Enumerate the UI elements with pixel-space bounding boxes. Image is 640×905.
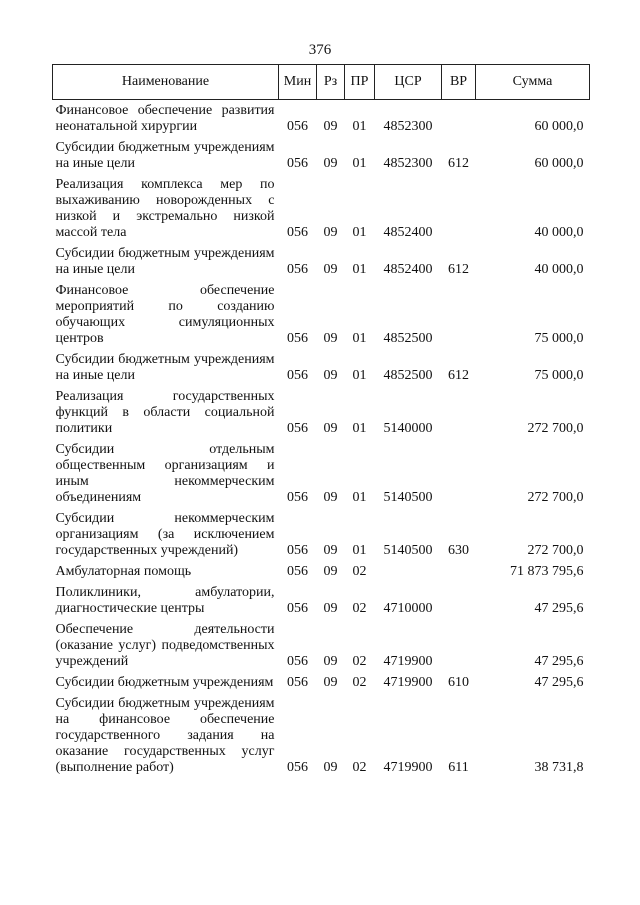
cell-min: 056	[287, 564, 308, 579]
cell-pr: 02	[352, 675, 367, 690]
cell-pr: 01	[352, 225, 367, 240]
cell-vr: 611	[448, 760, 469, 775]
cell-name: Субсидии бюджетным учреждениям на финансовое обеспечение государственного задания на оказание государственных услуг (выполнение работ)	[55, 696, 275, 775]
cell-csr: 4852400	[383, 262, 433, 277]
cell-sum: 40 000,0	[534, 262, 584, 277]
cell-vr	[442, 100, 476, 141]
cell-vr	[442, 389, 476, 442]
cell-sum: 60 000,0	[534, 156, 584, 171]
cell-csr: 4852300	[383, 119, 433, 134]
cell-name: Амбулаторная помощь	[55, 564, 192, 579]
cell-name: Субсидии бюджетным учреждениям	[55, 675, 274, 690]
cell-rz: 09	[323, 119, 338, 134]
cell-name: Субсидии отдельным общественным организациям и иным некоммерческим объединениям	[55, 442, 275, 505]
cell-name: Реализация государственных функций в области социальной политики	[55, 389, 275, 436]
cell-vr	[442, 622, 476, 675]
cell-pr: 01	[352, 331, 367, 346]
header-csr: ЦСР	[375, 65, 442, 100]
header-name: Наименование	[53, 65, 279, 100]
cell-pr: 01	[352, 421, 367, 436]
cell-rz: 09	[323, 421, 338, 436]
cell-pr: 01	[352, 368, 367, 383]
cell-csr: 5140500	[383, 490, 433, 505]
cell-pr: 02	[352, 654, 367, 669]
cell-pr: 02	[352, 564, 367, 579]
cell-min: 056	[287, 119, 308, 134]
cell-pr: 01	[352, 262, 367, 277]
cell-vr: 610	[448, 675, 469, 690]
cell-name: Субсидии бюджетным учреждениям на иные цели	[55, 352, 275, 383]
budget-table	[52, 64, 590, 781]
cell-csr: 4852400	[383, 225, 433, 240]
cell-sum: 60 000,0	[534, 119, 584, 134]
cell-min: 056	[287, 262, 308, 277]
table-row	[53, 511, 590, 564]
cell-csr: 5140500	[383, 543, 433, 558]
cell-sum: 71 873 795,6	[510, 564, 584, 579]
cell-name: Субсидии некоммерческим организациям (за исключением государственных учреждений)	[55, 511, 275, 558]
cell-min: 056	[287, 421, 308, 436]
cell-min: 056	[287, 225, 308, 240]
table-row	[53, 585, 590, 622]
header-vr: ВР	[442, 65, 476, 100]
cell-vr: 612	[448, 262, 469, 277]
cell-min: 056	[287, 654, 308, 669]
cell-vr: 630	[448, 543, 469, 558]
cell-sum: 40 000,0	[534, 225, 584, 240]
table-row	[53, 177, 590, 246]
cell-vr: 612	[448, 368, 469, 383]
cell-vr	[442, 442, 476, 511]
cell-rz: 09	[323, 490, 338, 505]
cell-name: Финансовое обеспечение развития неонатальной хирургии	[55, 103, 275, 134]
cell-name: Субсидии бюджетным учреждениям на иные цели	[55, 246, 275, 277]
cell-csr	[375, 564, 442, 585]
table-row	[53, 675, 590, 696]
table-row	[53, 442, 590, 511]
cell-pr: 01	[352, 156, 367, 171]
cell-pr: 01	[352, 490, 367, 505]
cell-vr	[442, 177, 476, 246]
cell-rz: 09	[323, 760, 338, 775]
cell-vr	[442, 283, 476, 352]
table-row	[53, 140, 590, 177]
table-row	[53, 246, 590, 283]
table-row	[53, 696, 590, 781]
cell-rz: 09	[323, 601, 338, 616]
cell-rz: 09	[323, 564, 338, 579]
cell-sum: 272 700,0	[527, 490, 584, 505]
cell-rz: 09	[323, 543, 338, 558]
header-min: Мин	[279, 65, 317, 100]
page-number: 376	[308, 42, 332, 58]
table-body	[53, 100, 590, 782]
cell-min: 056	[287, 760, 308, 775]
cell-rz: 09	[323, 368, 338, 383]
cell-pr: 02	[352, 601, 367, 616]
cell-csr: 4719900	[383, 675, 433, 690]
cell-sum: 272 700,0	[527, 543, 584, 558]
header-pr: ПР	[345, 65, 375, 100]
cell-sum: 38 731,8	[534, 760, 584, 775]
cell-csr: 5140000	[383, 421, 433, 436]
cell-rz: 09	[323, 156, 338, 171]
cell-name: Реализация комплекса мер по выхаживанию новорожденных с низкой и экстремально низкой массой тела	[55, 177, 275, 240]
cell-min: 056	[287, 331, 308, 346]
table-row	[53, 622, 590, 675]
cell-csr: 4719900	[383, 654, 433, 669]
table-row	[53, 389, 590, 442]
cell-sum: 75 000,0	[534, 331, 584, 346]
cell-min: 056	[287, 368, 308, 383]
cell-pr: 01	[352, 543, 367, 558]
cell-sum: 75 000,0	[534, 368, 584, 383]
cell-vr	[442, 585, 476, 622]
cell-sum: 47 295,6	[534, 675, 584, 690]
cell-rz: 09	[323, 331, 338, 346]
cell-csr: 4852300	[383, 156, 433, 171]
table-row	[53, 283, 590, 352]
cell-pr: 01	[352, 119, 367, 134]
cell-rz: 09	[323, 654, 338, 669]
cell-min: 056	[287, 543, 308, 558]
cell-sum: 272 700,0	[527, 421, 584, 436]
cell-vr	[442, 564, 476, 585]
cell-rz: 09	[323, 225, 338, 240]
cell-vr: 612	[448, 156, 469, 171]
table-row	[53, 352, 590, 389]
cell-rz: 09	[323, 675, 338, 690]
table-header-row	[53, 65, 590, 100]
cell-name: Обеспечение деятельности (оказание услуг) подведомственных учреждений	[55, 622, 275, 669]
cell-csr: 4710000	[383, 601, 433, 616]
cell-name: Субсидии бюджетным учреждениям на иные цели	[55, 140, 275, 171]
cell-sum: 47 295,6	[534, 654, 584, 669]
header-sum: Сумма	[476, 65, 590, 100]
cell-csr: 4852500	[383, 331, 433, 346]
cell-min: 056	[287, 601, 308, 616]
cell-pr: 02	[352, 760, 367, 775]
table-row	[53, 564, 590, 585]
cell-name: Финансовое обеспечение мероприятий по созданию обучающих симуляционных центров	[55, 283, 275, 346]
cell-min: 056	[287, 675, 308, 690]
cell-csr: 4852500	[383, 368, 433, 383]
cell-rz: 09	[323, 262, 338, 277]
cell-name: Поликлиники, амбулатории, диагностические центры	[55, 585, 275, 616]
table-row	[53, 100, 590, 141]
cell-csr: 4719900	[383, 760, 433, 775]
cell-sum: 47 295,6	[534, 601, 584, 616]
header-rz: Рз	[317, 65, 345, 100]
cell-min: 056	[287, 156, 308, 171]
cell-min: 056	[287, 490, 308, 505]
